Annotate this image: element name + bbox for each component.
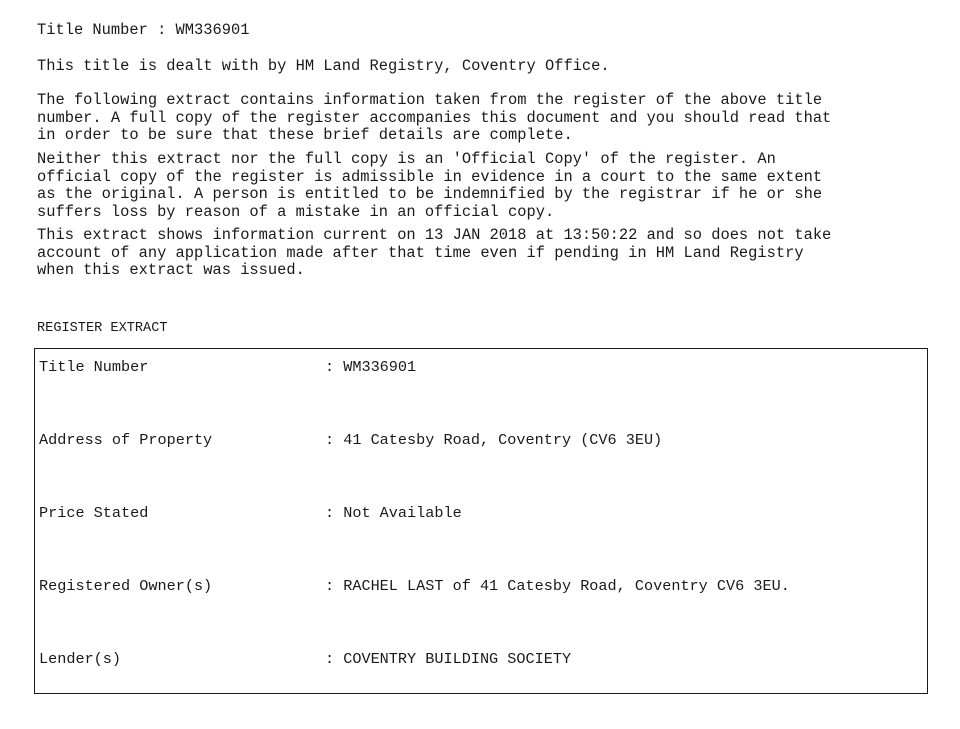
register-extract-box [34,348,928,694]
register-value: : Not Available [325,504,462,522]
paragraph-extract-info: The following extract contains information taken from the register of the above title number. A full copy of the register accompanies this document and you should read that in order to be sure that these brief details are complete. [37,91,832,144]
register-row-address [39,430,919,450]
register-label: Lender(s) [39,650,122,668]
register-extract-heading: REGISTER EXTRACT [37,321,168,336]
register-row-lender [39,649,919,669]
register-value: : WM336901 [325,358,417,376]
register-row-title-number [39,357,919,377]
register-row-price [39,503,919,523]
register-value: : 41 Catesby Road, Coventry (CV6 3EU) [325,431,663,449]
office-line: This title is dealt with by HM Land Registry, Coventry Office. [37,57,610,75]
register-label: Title Number [39,358,149,376]
register-value: : COVENTRY BUILDING SOCIETY [325,650,572,668]
register-row-owner [39,576,919,596]
title-number-line: Title Number : WM336901 [37,21,250,39]
paragraph-currency: This extract shows information current on 13 JAN 2018 at 13:50:22 and so does not take account of any application made after that time even if pending in HM Land Registry when this extract was issued. [37,226,832,279]
register-label: Price Stated [39,504,149,522]
register-value: : RACHEL LAST of 41 Catesby Road, Coventry CV6 3EU. [325,577,790,595]
register-label: Registered Owner(s) [39,577,213,595]
paragraph-official-copy: Neither this extract nor the full copy is an 'Official Copy' of the register. An official copy of the register is admissible in evidence in a court to the same extent as the original. A person is entitled to be indemnified by the registrar if he or she suffers loss by reason of a mistake in an official copy. [37,150,823,221]
register-label: Address of Property [39,431,213,449]
